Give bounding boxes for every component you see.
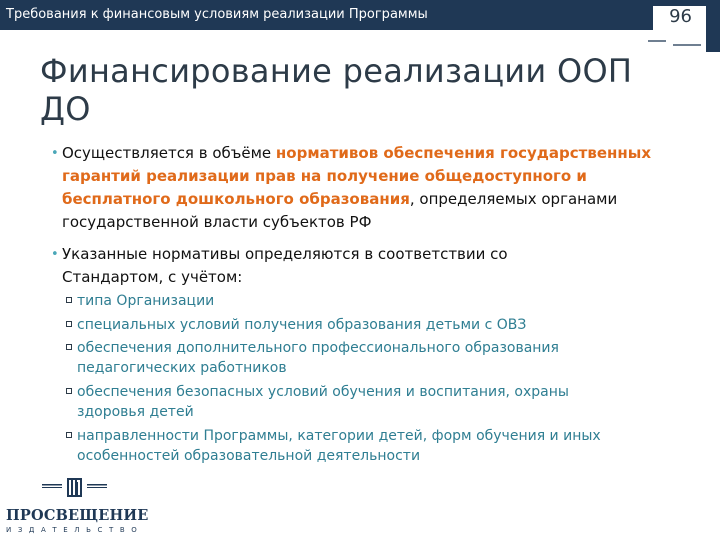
bullet-item xyxy=(51,243,542,289)
logo-subtitle: ИЗДАТЕЛЬСТВО xyxy=(6,526,144,534)
sub-item-text: обеспечения дополнительного профессионального образования педагогических работников xyxy=(77,340,559,376)
header-stripe xyxy=(706,0,720,52)
sub-item-text: направленности Программы, категории детей, форм обучения и иных особенностей образовательной деятельности xyxy=(77,428,601,464)
square-bullet-icon xyxy=(66,388,72,394)
slide-title: Финансирование реализации ООП ДО xyxy=(40,52,633,128)
header-bar xyxy=(0,0,653,30)
sub-item-text: обеспечения безопасных условий обучения и воспитания, охраны здоровья детей xyxy=(77,384,569,420)
sub-item xyxy=(77,315,637,335)
sub-item xyxy=(77,426,602,466)
square-bullet-icon xyxy=(66,297,72,303)
square-bullet-icon xyxy=(66,321,72,327)
logo-emblem-text: ИП xyxy=(74,506,76,507)
logo-emblem xyxy=(6,477,146,507)
logo-name: ПРОСВЕЩЕНИЕ xyxy=(6,507,149,524)
header-title: Требования к финансовым условиям реализации Программы xyxy=(6,7,428,22)
bullet-text-suffix: , определяемых органами государственной власти субъектов РФ xyxy=(62,190,618,231)
bullet-highlight: нормативов обеспечения государственных гарантий реализации прав на получение общедоступного и бесплатного дошкольного образования xyxy=(62,144,651,208)
bullet-item xyxy=(51,142,662,234)
bullet-dot-icon: • xyxy=(51,247,59,262)
sub-item xyxy=(77,382,622,422)
square-bullet-icon xyxy=(66,344,72,350)
header-stripe xyxy=(673,44,701,46)
sub-item xyxy=(77,338,617,378)
header-stripe xyxy=(648,40,666,42)
bullet-text-prefix: Осуществляется в объёме xyxy=(62,144,276,162)
page-number: 96 xyxy=(669,6,692,27)
square-bullet-icon xyxy=(66,432,72,438)
sub-item-text: специальных условий получения образования детьми с ОВЗ xyxy=(77,317,527,333)
sub-item-text: типа Организации xyxy=(77,293,215,309)
bullet-dot-icon: • xyxy=(51,146,59,161)
bullet-text: Указанные нормативы определяются в соответствии со Стандартом, с учётом: xyxy=(62,245,508,286)
sub-item xyxy=(77,291,637,311)
